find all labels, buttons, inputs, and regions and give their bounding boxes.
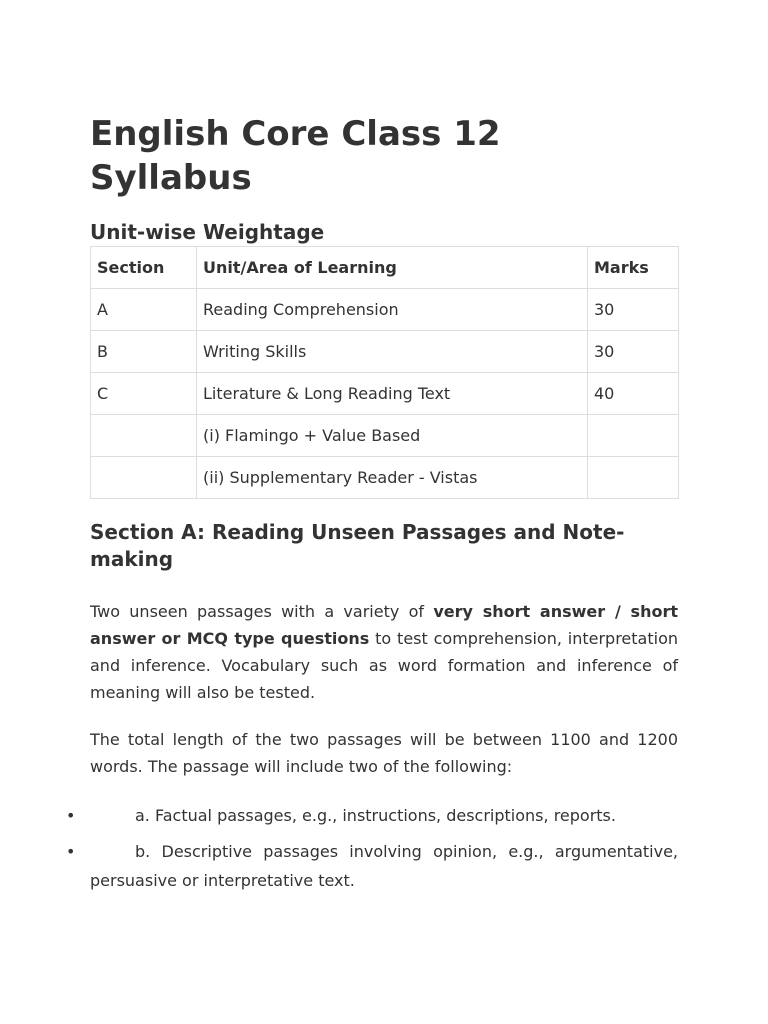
table-row	[91, 289, 679, 331]
cell-marks: 40	[588, 373, 679, 415]
list-item-text: b. Descriptive passages involving opinion, e.g., argumentative, persuasive or interpretative text.	[90, 842, 678, 890]
cell-marks	[588, 415, 679, 457]
cell-section	[91, 415, 197, 457]
header-unit: Unit/Area of Learning	[197, 247, 588, 289]
cell-marks	[588, 457, 679, 499]
header-section: Section	[91, 247, 197, 289]
para1-bold-text: very short answer / short answer or MCQ type questions	[90, 602, 679, 648]
para1-text: Two unseen passages with a variety of	[90, 602, 434, 621]
cell-marks: 30	[588, 289, 679, 331]
page-title: English Core Class 12 Syllabus	[90, 114, 501, 198]
weightage-heading: Unit-wise Weightage	[90, 220, 325, 244]
cell-marks: 30	[588, 331, 679, 373]
section-a-heading: Section A: Reading Unseen Passages and Note-making	[90, 520, 625, 571]
weightage-table	[90, 246, 679, 499]
cell-section: C	[91, 373, 197, 415]
cell-unit: Writing Skills	[197, 331, 588, 373]
section-a-paragraph-2: The total length of the two passages will be between 1100 and 1200 words. The passage will include two of the following:	[90, 730, 678, 776]
cell-unit: (ii) Supplementary Reader - Vistas	[197, 457, 588, 499]
table-row	[91, 457, 679, 499]
table-row	[91, 373, 679, 415]
list-item-text: a. Factual passages, e.g., instructions, descriptions, reports.	[135, 806, 616, 825]
table-row	[91, 415, 679, 457]
header-marks: Marks	[588, 247, 679, 289]
cell-section: A	[91, 289, 197, 331]
section-a-paragraph-1	[90, 598, 678, 706]
bullet-icon: •	[66, 842, 76, 861]
cell-unit: Reading Comprehension	[197, 289, 588, 331]
cell-unit: Literature & Long Reading Text	[197, 373, 588, 415]
cell-section: B	[91, 331, 197, 373]
cell-section	[91, 457, 197, 499]
table-row	[91, 331, 679, 373]
list-item	[66, 837, 678, 895]
table-header-row	[91, 247, 679, 289]
passage-type-list	[66, 801, 678, 902]
cell-unit: (i) Flamingo + Value Based	[197, 415, 588, 457]
list-item	[66, 801, 678, 830]
bullet-icon: •	[66, 806, 76, 825]
para1-text-end: to test comprehension, interpretation and inference. Vocabulary such as word formation and inference of meaning will also be tested.	[90, 629, 678, 702]
